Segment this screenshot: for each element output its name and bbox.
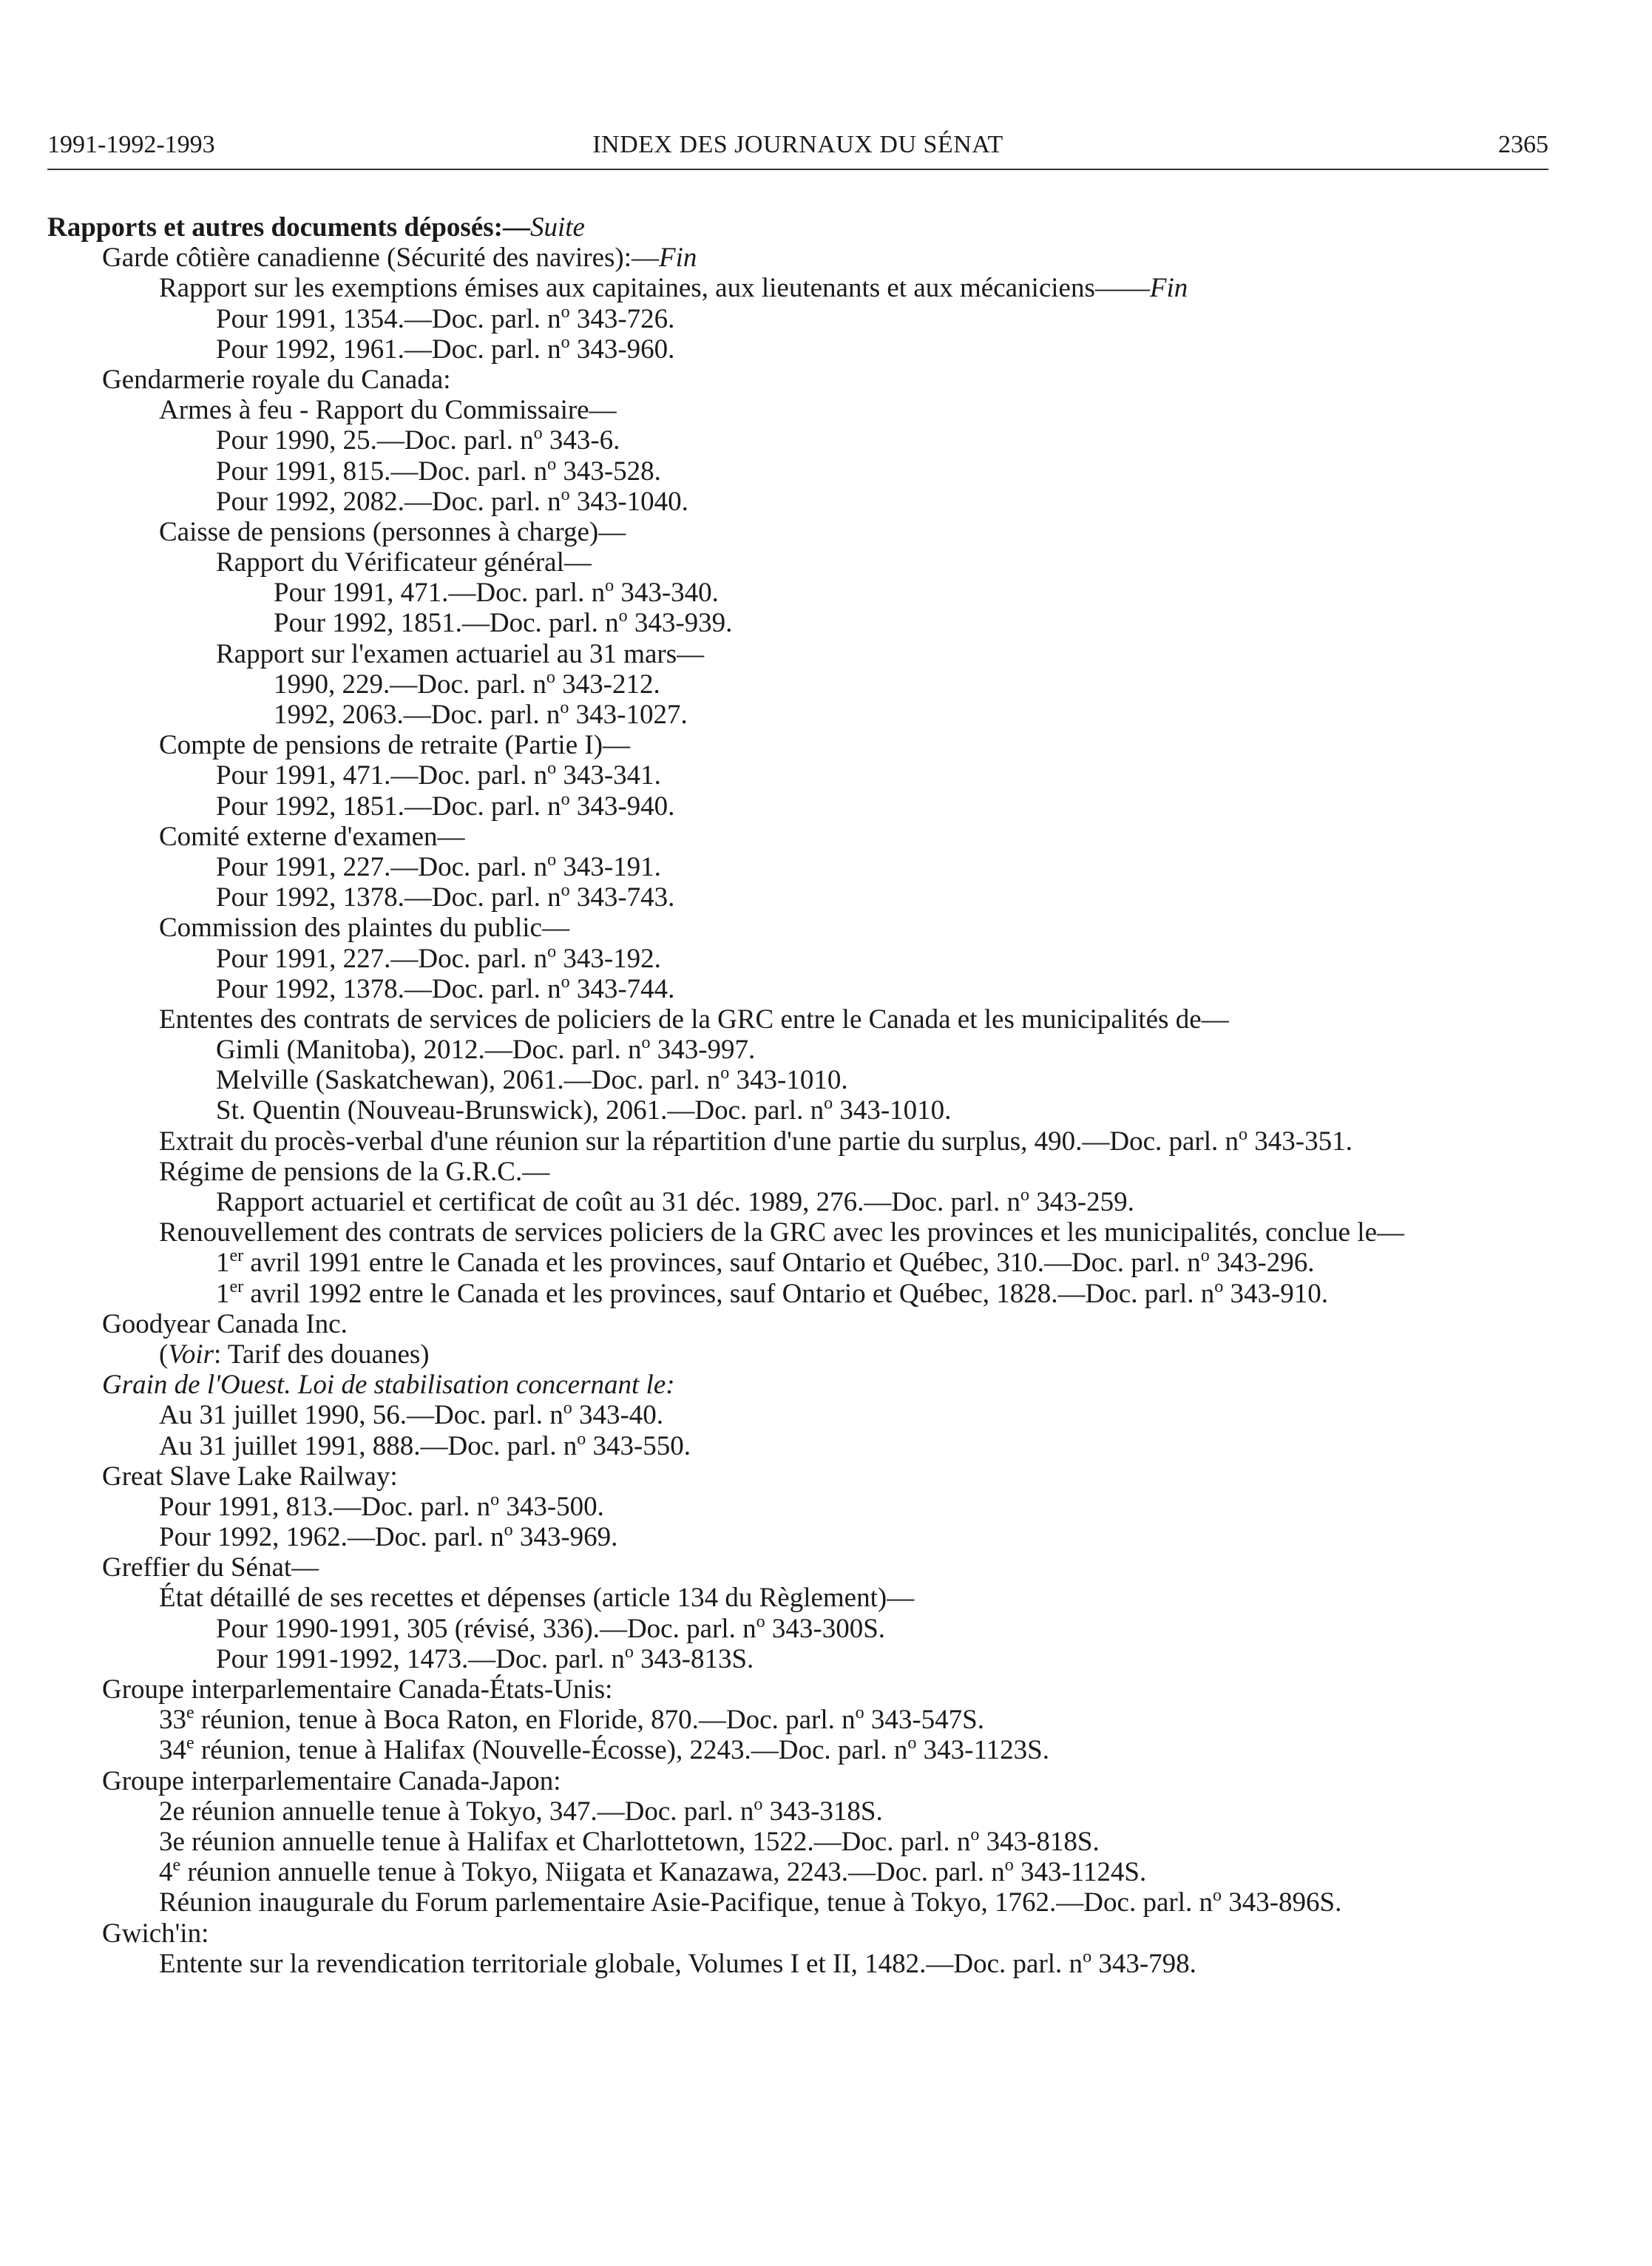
entry-text: 343-259. [1029, 1187, 1134, 1217]
superscript: o [561, 881, 570, 901]
entry-text: 4 [159, 1857, 173, 1888]
index-entry [0, 1918, 1652, 1949]
entry-text: Pour 1990, 25.—Doc. parl. n [216, 425, 534, 456]
entry-text: 343-1010. [729, 1065, 848, 1096]
index-entry [0, 1796, 1652, 1827]
entry-text: Rapport du Vérificateur général— [216, 547, 592, 578]
entry-text: Au 31 juillet 1991, 888.—Doc. parl. n [159, 1430, 578, 1461]
superscript: o [756, 1611, 765, 1631]
superscript: o [855, 1703, 864, 1723]
index-entry [0, 700, 1652, 730]
index-entry [0, 1887, 1652, 1918]
entry-text: Pour 1991-1992, 1473.—Doc. parl. n [216, 1643, 625, 1674]
entry-text: 343-940. [569, 791, 675, 822]
entry-text: Goodyear Canada Inc. [102, 1308, 348, 1339]
entry-text: Pour 1991, 227.—Doc. parl. n [216, 943, 548, 974]
header-years: 1991-1992-1993 [47, 131, 215, 158]
entry-text: 343-969. [512, 1522, 618, 1553]
header-rule [47, 169, 1548, 170]
entry-text: 343-340. [614, 578, 719, 609]
page-header [47, 124, 1548, 166]
entry-text: Au 31 juillet 1990, 56.—Doc. parl. n [159, 1400, 563, 1431]
superscript: e [172, 1856, 181, 1876]
index-entry [0, 1949, 1652, 1979]
entry-text: Greffier du Sénat— [102, 1552, 319, 1583]
superscript: o [547, 941, 557, 961]
entry-text: 343-1124S. [1013, 1857, 1147, 1888]
superscript: e [186, 1703, 194, 1723]
index-entry [0, 1339, 1652, 1370]
superscript: o [561, 302, 570, 322]
entry-text: 343-896S. [1221, 1887, 1342, 1918]
index-entry [0, 760, 1652, 791]
entry-text: Comité externe d'examen— [159, 821, 465, 852]
entry-text: 343-997. [650, 1035, 756, 1066]
entry-text: 1 [216, 1278, 230, 1309]
index-entry [0, 1309, 1652, 1339]
entry-text: 343-318S. [762, 1796, 883, 1827]
superscript: o [754, 1794, 763, 1814]
superscript: o [546, 667, 555, 687]
entry-text: Suite [529, 212, 585, 243]
entry-text: ( [159, 1339, 169, 1370]
index-entry [0, 882, 1652, 913]
superscript: o [547, 759, 557, 779]
index-entry [0, 395, 1652, 425]
entry-text: 343-192. [556, 943, 661, 974]
index-entry [0, 517, 1652, 547]
superscript: o [490, 1489, 500, 1509]
index-entry [0, 1824, 1652, 1857]
entry-text: Rapport sur l'examen actuariel au 31 mars— [216, 638, 705, 669]
entry-text: Pour 1991, 227.—Doc. parl. n [216, 851, 548, 882]
index-entry [0, 1489, 1652, 1522]
superscript: o [824, 1094, 833, 1114]
index-entry [0, 822, 1652, 852]
entry-text: Pour 1992, 1378.—Doc. parl. n [216, 882, 561, 913]
entry-text: Grain de l'Ouest. Loi de stabilisation concernant le: [102, 1370, 675, 1401]
entry-text: 343-191. [556, 851, 661, 882]
superscript: er [229, 1276, 244, 1296]
entry-text: 343-813S. [633, 1643, 754, 1674]
entry-text: Fin [659, 243, 697, 274]
superscript: o [618, 606, 628, 626]
entry-text: 343-341. [556, 760, 661, 791]
index-entry [0, 578, 1652, 608]
superscript: o [504, 1521, 513, 1540]
entry-text: Melville (Saskatchewan), 2061.—Doc. parl. n [216, 1065, 721, 1096]
entry-text: Compte de pensions de retraite (Partie I)— [159, 730, 631, 761]
superscript: o [720, 1063, 730, 1083]
superscript: o [563, 1399, 572, 1418]
index-entry [0, 273, 1652, 303]
entry-text: 33 [159, 1705, 186, 1736]
index-entry [0, 334, 1652, 365]
superscript: e [186, 1734, 194, 1753]
superscript: o [605, 576, 615, 596]
index-entry [0, 669, 1652, 700]
superscript: er [229, 1246, 244, 1266]
entry-text: Gwich'in: [102, 1918, 209, 1949]
superscript: o [1214, 1276, 1224, 1296]
index-entry [0, 1004, 1652, 1035]
superscript: o [907, 1734, 917, 1753]
superscript: o [1239, 1124, 1248, 1144]
index-entry [0, 1126, 1652, 1157]
index-entry [0, 791, 1652, 822]
entry-text: Pour 1992, 2082.—Doc. parl. n [216, 486, 561, 517]
index-entry [0, 212, 1652, 243]
superscript: o [970, 1824, 980, 1844]
entry-text: Pour 1991, 815.—Doc. parl. n [216, 456, 548, 487]
entry-text: 1990, 229.—Doc. parl. n [274, 669, 546, 700]
entry-text: 343-1123S. [916, 1735, 1049, 1766]
entry-text: 343-939. [627, 608, 733, 639]
entry-text: 343-550. [586, 1430, 691, 1461]
header-title: INDEX DES JOURNAUX DU SÉNAT [592, 131, 1003, 158]
entry-text: 2e réunion annuelle tenue à Tokyo, 347.—Doc. parl. n [159, 1796, 754, 1827]
entry-text: 343-300S. [765, 1613, 886, 1644]
entry-text: 343-1040. [569, 486, 688, 517]
entry-text: 343-296. [1209, 1248, 1315, 1279]
entry-text: 343-212. [555, 669, 660, 700]
entry-text: Rapport sur les exemptions émises aux capitaines, aux lieutenants et aux mécaniciens—— [159, 273, 1150, 304]
entry-text: Pour 1991, 813.—Doc. parl. n [159, 1491, 491, 1522]
index-entry [0, 484, 1652, 517]
entry-text: Rapports et autres documents déposés:— [47, 212, 530, 243]
index-entry [0, 1217, 1652, 1248]
index-entry [0, 1705, 1652, 1735]
entry-text: 343-798. [1091, 1948, 1196, 1979]
index-entry [0, 941, 1652, 974]
superscript: o [1083, 1947, 1092, 1966]
superscript: o [561, 484, 570, 504]
entry-text: 343-910. [1223, 1278, 1329, 1309]
entry-text: Régime de pensions de la G.R.C.— [159, 1156, 550, 1187]
index-entry [0, 1095, 1652, 1126]
index-entry [0, 243, 1652, 273]
superscript: o [547, 850, 557, 870]
entry-text: Armes à feu - Rapport du Commissaire— [159, 395, 617, 426]
index-entry [0, 974, 1652, 1004]
entry-text: Pour 1991, 471.—Doc. parl. n [216, 760, 548, 791]
index-entry [0, 1035, 1652, 1065]
entry-text: avril 1991 entre le Canada et les provinces, sauf Ontario et Québec, 310.—Doc. parl. n [243, 1248, 1201, 1279]
entry-text: Pour 1992, 1851.—Doc. parl. n [274, 608, 619, 639]
entry-text: Gimli (Manitoba), 2012.—Doc. parl. n [216, 1035, 642, 1066]
entry-text: réunion annuelle tenue à Tokyo, Niigata et Kanazawa, 2243.—Doc. parl. n [180, 1857, 1005, 1888]
index-entry [0, 1248, 1652, 1278]
entry-text: 3e réunion annuelle tenue à Halifax et Charlottetown, 1522.—Doc. parl. n [159, 1826, 971, 1857]
entry-text: 343-1027. [569, 700, 688, 730]
index-entry [0, 1065, 1652, 1095]
superscript: o [1020, 1186, 1030, 1205]
entry-text: 343-528. [556, 456, 661, 487]
entry-text: Rapport actuariel et certificat de coût au 31 déc. 1989, 276.—Doc. parl. n [216, 1187, 1021, 1217]
index-entry [0, 456, 1652, 487]
index-entry [0, 1431, 1652, 1461]
index-entry [0, 304, 1652, 334]
entry-text: Great Slave Lake Railway: [102, 1461, 398, 1492]
superscript: o [1200, 1246, 1210, 1266]
entry-text: 343-547S. [864, 1705, 985, 1736]
entry-text: Pour 1992, 1961.—Doc. parl. n [216, 334, 561, 365]
entry-text: réunion, tenue à Halifax (Nouvelle-Écosse), 2243.—Doc. parl. n [194, 1735, 908, 1766]
entry-text: Pour 1992, 1851.—Doc. parl. n [216, 791, 561, 822]
index-entry [0, 1735, 1652, 1765]
entry-text: 1992, 2063.—Doc. parl. n [274, 700, 561, 730]
entry-text: Ententes des contrats de services de policiers de la GRC entre le Canada et les municipalités de— [159, 1004, 1229, 1035]
entry-text: réunion, tenue à Boca Raton, en Floride, 870.—Doc. parl. n [194, 1705, 856, 1736]
entry-text: 343-726. [569, 303, 675, 334]
superscript: o [561, 972, 570, 992]
superscript: o [1212, 1886, 1222, 1906]
index-entry [0, 425, 1652, 456]
index-entry [0, 1187, 1652, 1217]
entry-text: Gendarmerie royale du Canada: [102, 364, 451, 395]
entry-text: 343-500. [499, 1491, 604, 1522]
index-entry [0, 1461, 1652, 1492]
entry-text: 343-40. [572, 1400, 664, 1431]
index-entry [0, 1766, 1652, 1796]
entry-text: Fin [1149, 273, 1188, 304]
superscript: o [1004, 1856, 1014, 1876]
entry-text: 343-818S. [979, 1826, 1100, 1857]
entry-text: Groupe interparlementaire Canada-Japon: [102, 1765, 561, 1796]
entry-text: État détaillé de ses recettes et dépenses (article 134 du Règlement)— [159, 1583, 915, 1614]
superscript: o [641, 1033, 651, 1053]
entry-text: 343-1010. [833, 1095, 952, 1126]
entry-text: Pour 1991, 1354.—Doc. parl. n [216, 303, 561, 334]
entry-text: Extrait du procès-verbal d'une réunion sur la répartition d'une partie du surplus, 490.—Doc. parl. n [159, 1126, 1239, 1157]
index-entry [0, 913, 1652, 943]
entry-text: 1 [216, 1248, 230, 1279]
index-entry [0, 608, 1652, 638]
entry-text: Pour 1992, 1962.—Doc. parl. n [159, 1522, 504, 1553]
page-number: 2365 [1498, 131, 1548, 158]
entry-text: 343-6. [542, 425, 620, 456]
index-entry [0, 547, 1652, 578]
index-entry [0, 1611, 1652, 1644]
superscript: o [561, 789, 570, 809]
superscript: o [533, 424, 543, 444]
index-entry [0, 852, 1652, 882]
entry-text: Voir [168, 1339, 214, 1370]
superscript: o [547, 454, 557, 474]
entry-text: Entente sur la revendication territoriale globale, Volumes I et II, 1482.—Doc. parl. n [159, 1948, 1083, 1979]
index-entry [0, 1857, 1652, 1887]
index-entry [0, 1674, 1652, 1705]
entry-text: Pour 1992, 1378.—Doc. parl. n [216, 973, 561, 1004]
superscript: o [560, 698, 569, 717]
entry-text: : Tarif des douanes) [214, 1339, 430, 1370]
entry-text: 343-744. [569, 973, 675, 1004]
entry-text: Groupe interparlementaire Canada-États-Unis: [102, 1674, 613, 1705]
entry-text: 343-960. [569, 334, 675, 365]
entry-text: 343-351. [1248, 1126, 1353, 1157]
index-entry [0, 1644, 1652, 1674]
index-entry [0, 1370, 1652, 1400]
index-entry [0, 1400, 1652, 1430]
index-entry [0, 1552, 1652, 1583]
superscript: o [577, 1429, 586, 1449]
index-entry [0, 730, 1652, 760]
index-entry [0, 1276, 1652, 1309]
entry-text: Commission des plaintes du public— [159, 913, 569, 944]
index-entries [0, 212, 1652, 1979]
index-entry [0, 639, 1652, 669]
index-entry [0, 1583, 1652, 1613]
entry-text: 343-743. [569, 882, 675, 913]
superscript: o [561, 332, 570, 352]
entry-text: Réunion inaugurale du Forum parlementaire Asie-Pacifique, tenue à Tokyo, 1762.—Doc. parl. n [159, 1887, 1213, 1918]
superscript: o [624, 1642, 634, 1662]
index-entry [0, 1522, 1652, 1552]
entry-text: 34 [159, 1735, 186, 1766]
entry-text: Caisse de pensions (personnes à charge)— [159, 516, 626, 547]
entry-text: St. Quentin (Nouveau-Brunswick), 2061.—Doc. parl. n [216, 1095, 825, 1126]
entry-text: Renouvellement des contrats de services policiers de la GRC avec les provinces et les municipalités, conclue le— [159, 1217, 1404, 1248]
entry-text: avril 1992 entre le Canada et les provinces, sauf Ontario et Québec, 1828.—Doc. parl. n [243, 1278, 1215, 1309]
index-entry [0, 365, 1652, 395]
entry-text: Garde côtière canadienne (Sécurité des navires):— [102, 243, 659, 274]
entry-text: Pour 1990-1991, 305 (révisé, 336).—Doc. parl. n [216, 1613, 756, 1644]
index-entry [0, 1157, 1652, 1187]
entry-text: Pour 1991, 471.—Doc. parl. n [274, 578, 606, 609]
